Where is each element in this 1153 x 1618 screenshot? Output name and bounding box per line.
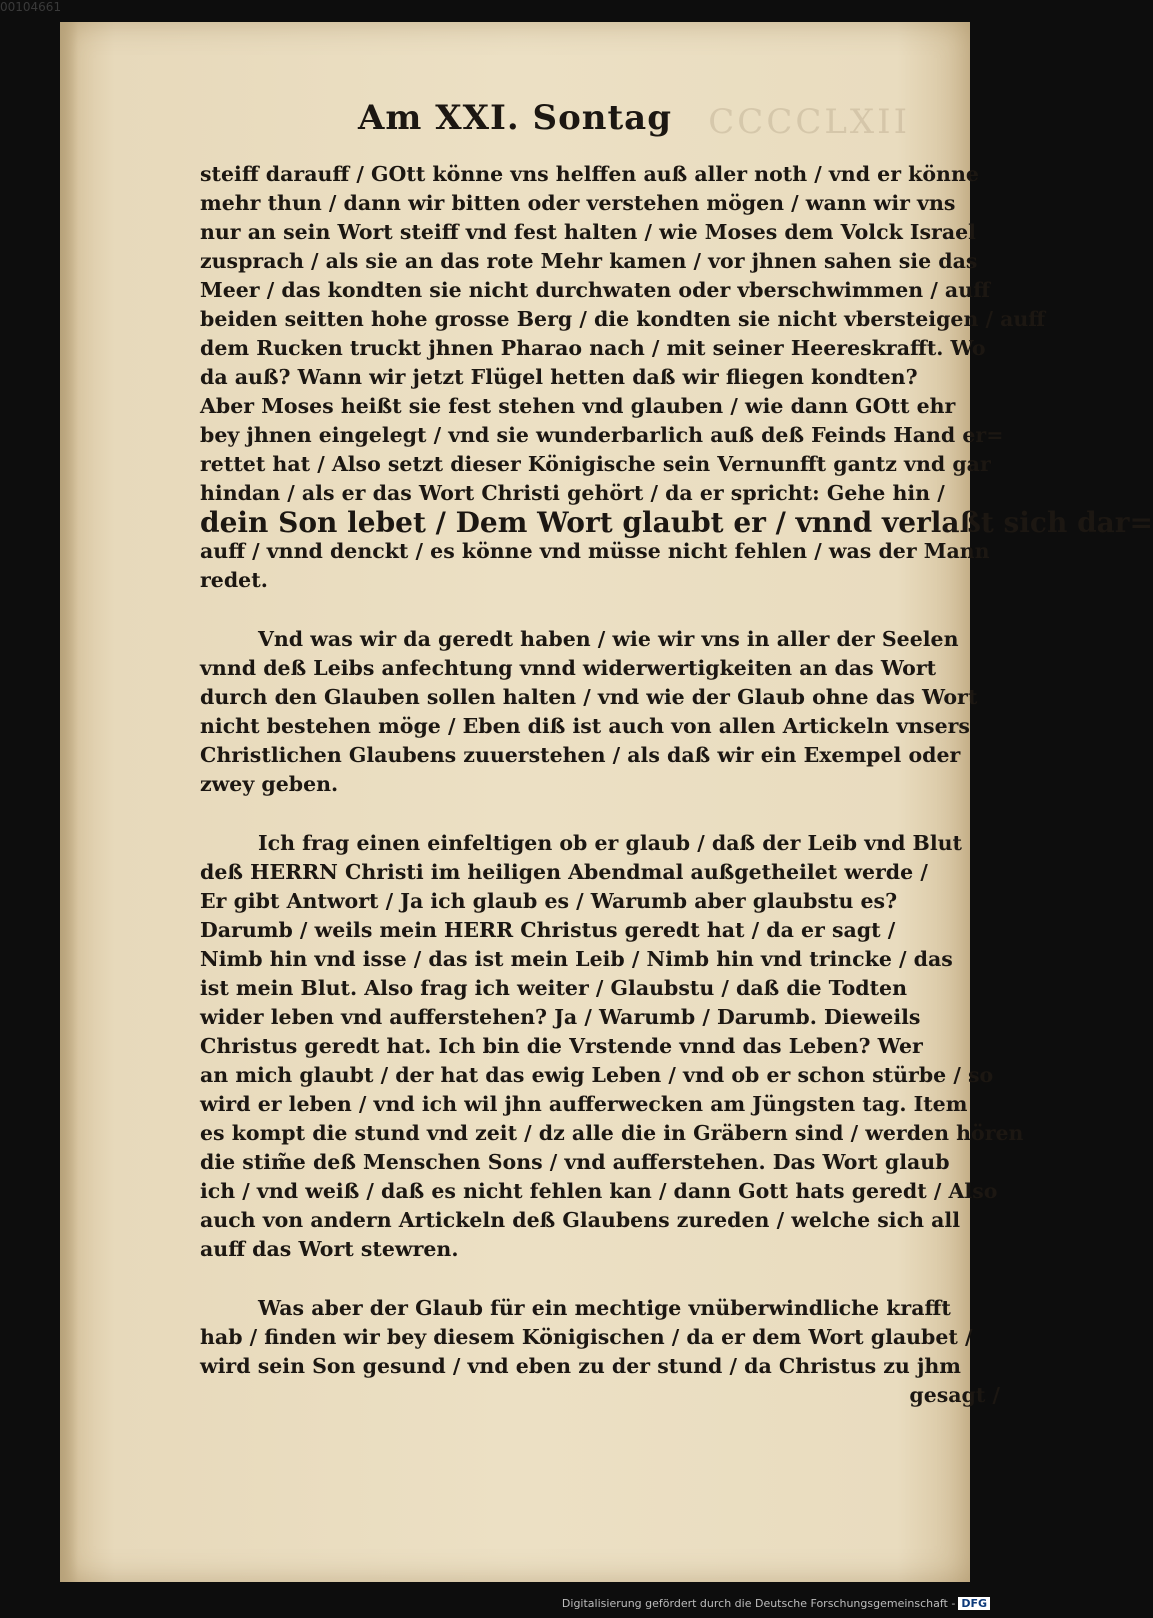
text-line: wird er leben / vnd ich wil jhn aufferwecken am Jüngsten tag. Item bbox=[200, 1092, 968, 1116]
text-line: deß HERRN Christi im heiligen Abendmal außgetheilet werde / bbox=[200, 860, 928, 884]
text-line: hindan / als er das Wort Christi gehört / da er spricht: Gehe hin / bbox=[200, 481, 945, 505]
text-line: bey jhnen eingelegt / vnd sie wunderbarlich auß deß Feinds Hand er= bbox=[200, 423, 1004, 447]
text-line: auch von andern Artickeln deß Glaubens zureden / welche sich all bbox=[200, 1208, 960, 1232]
paragraph-2 bbox=[200, 625, 1000, 799]
text-line: rettet hat / Also setzt dieser Königische sein Vernunfft gantz vnd gar bbox=[200, 452, 991, 476]
text-line: Meer / das kondten sie nicht durchwaten oder vberschwimmen / auff bbox=[200, 278, 990, 302]
text-line: wider leben vnd aufferstehen? Ja / Warumb / Darumb. Dieweils bbox=[200, 1005, 921, 1029]
body-text bbox=[200, 160, 1153, 1440]
text-line: vnnd deß Leibs anfechtung vnnd widerwertigkeiten an das Wort bbox=[200, 656, 937, 680]
text-line: Ich frag einen einfeltigen ob er glaub / daß der Leib vnd Blut bbox=[258, 831, 963, 855]
text-line: durch den Glauben sollen halten / vnd wie der Glaub ohne das Wort bbox=[200, 685, 978, 709]
text-line: auff / vnnd denckt / es könne vnd müsse nicht fehlen / was der Mann bbox=[200, 539, 990, 563]
text-line: Nimb hin vnd isse / das ist mein Leib / Nimb hin vnd trincke / das bbox=[200, 947, 953, 971]
text-line: Vnd was wir da geredt haben / wie wir vns in aller der Seelen bbox=[258, 627, 959, 651]
text-line: da auß? Wann wir jetzt Flügel hetten daß wir fliegen kondten? bbox=[200, 365, 918, 389]
text-line: auff das Wort stewren. bbox=[200, 1237, 459, 1261]
text-line: es kompt die stund vnd zeit / dz alle die in Gräbern sind / werden hören bbox=[200, 1121, 1024, 1145]
text-line: Christlichen Glaubens zuuerstehen / als daß wir ein Exempel oder bbox=[200, 743, 961, 767]
dfg-logo: DFG bbox=[958, 1597, 990, 1610]
text-line: zusprach / als sie an das rote Mehr kamen / vor jhnen sahen sie das bbox=[200, 249, 978, 273]
text-line: Christus geredt hat. Ich bin die Vrstende vnnd das Leben? Wer bbox=[200, 1034, 923, 1058]
credit-text: Digitalisierung gefördert durch die Deutsche Forschungsgemeinschaft - bbox=[561, 1597, 956, 1610]
text-line: Aber Moses heißt sie fest stehen vnd glauben / wie dann GOtt ehr bbox=[200, 394, 956, 418]
paragraph-1 bbox=[200, 160, 1153, 595]
text-line: hab / finden wir bey diesem Königischen / da er dem Wort glaubet / bbox=[200, 1325, 973, 1349]
text-line: ist mein Blut. Also frag ich weiter / Glaubstu / daß die Todten bbox=[200, 976, 907, 1000]
text-line: beiden seitten hohe grosse Berg / die kondten sie nicht vbersteigen / auff bbox=[200, 307, 1046, 331]
text-line: redet. bbox=[200, 568, 268, 592]
catchword: gesagt / bbox=[909, 1383, 1000, 1407]
text-line: Darumb / weils mein HERR Christus geredt hat / da er sagt / bbox=[200, 918, 896, 942]
paragraph-4 bbox=[200, 1294, 1000, 1410]
text-line: mehr thun / dann wir bitten oder verstehen mögen / wann wir vns bbox=[200, 191, 956, 215]
text-line: an mich glaubt / der hat das ewig Leben / vnd ob er schon stürbe / so bbox=[200, 1063, 994, 1087]
running-header: Am XXI. Sontag bbox=[358, 98, 672, 138]
text-line: nur an sein Wort steiff vnd fest halten / wie Moses dem Volck Israel bbox=[200, 220, 976, 244]
paragraph-3 bbox=[200, 829, 1024, 1264]
text-line: Was aber der Glaub für ein mechtige vnüberwindliche krafft bbox=[258, 1296, 951, 1320]
text-line: Er gibt Antwort / Ja ich glaub es / Warumb aber glaubstu es? bbox=[200, 889, 898, 913]
text-line: steiff darauff / GOtt könne vns helffen auß aller noth / vnd er könne bbox=[200, 162, 979, 186]
text-line-emphasis: dein Son lebet / Dem Wort glaubt er / vnnd verlaßt sich dar= bbox=[200, 506, 1153, 539]
text-line: dem Rucken truckt jhnen Pharao nach / mit seiner Heereskrafft. Wo bbox=[200, 336, 986, 360]
book-page bbox=[60, 22, 1153, 1582]
archive-id: 00104661 bbox=[0, 0, 62, 14]
text-line: wird sein Son gesund / vnd eben zu der stund / da Christus zu jhm bbox=[200, 1354, 961, 1378]
text-line: zwey geben. bbox=[200, 772, 339, 796]
show-through-text: CCCCLXII bbox=[708, 102, 910, 142]
text-line: die stim̃e deß Menschen Sons / vnd aufferstehen. Das Wort glaub bbox=[200, 1150, 950, 1174]
text-line: ich / vnd weiß / daß es nicht fehlen kan / dann Gott hats geredt / Also bbox=[200, 1179, 998, 1203]
page-gutter-shadow bbox=[60, 22, 78, 1582]
digitization-credit bbox=[562, 1597, 990, 1610]
text-line: nicht bestehen möge / Eben diß ist auch von allen Artickeln vnsers bbox=[200, 714, 970, 738]
